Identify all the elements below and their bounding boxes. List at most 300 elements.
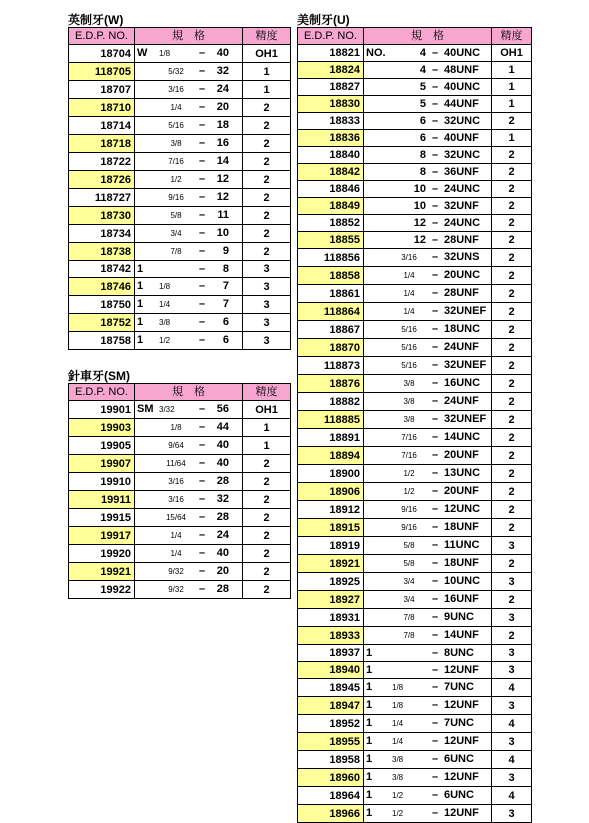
grade-value: 2 [492, 267, 532, 285]
spec-size: 1/4 [159, 300, 171, 309]
spec-pitch: 16UNC [444, 377, 481, 389]
grade-value: 2 [243, 243, 291, 261]
edp-number: 18758 [69, 332, 135, 350]
spec-size: 3/16 [168, 85, 184, 94]
spec-dash: – [431, 287, 439, 299]
spec-dash: – [431, 431, 439, 443]
grade-value: 2 [243, 117, 291, 135]
spec-dash: – [198, 439, 206, 451]
grade-value: 1 [492, 62, 532, 79]
edp-number: 18836 [298, 130, 364, 147]
spec-pitch: 18 [216, 119, 229, 131]
edp-number: 118856 [298, 249, 364, 267]
spec-prefix: 1 [366, 647, 373, 659]
grade-value: 4 [492, 787, 532, 805]
spec-size: 6 [419, 115, 426, 127]
spec-size: 1/2 [392, 809, 404, 818]
edp-number: 18707 [69, 81, 135, 99]
spec-size: 5/16 [401, 325, 417, 334]
spec-size: 5 [419, 98, 426, 110]
spec-cell [135, 401, 243, 419]
grade-value: 1 [243, 419, 291, 437]
spec-dash: – [431, 593, 439, 605]
spec-dash: – [431, 200, 439, 212]
table-row [69, 153, 291, 171]
edp-number: 18937 [298, 645, 364, 662]
spec-cell [135, 225, 243, 243]
spec-size: 1/4 [392, 719, 404, 728]
grade-value: 2 [243, 491, 291, 509]
table-row [298, 375, 532, 393]
edp-number: 19920 [69, 545, 135, 563]
edp-number: 18714 [69, 117, 135, 135]
spec-cell [135, 419, 243, 437]
spec-pitch: 13UNC [444, 467, 481, 479]
edp-number: 18710 [69, 99, 135, 117]
spec-size: 11/64 [166, 459, 186, 468]
spec-size: 1/8 [159, 49, 171, 58]
grade-value: 3 [492, 769, 532, 787]
table-row [298, 232, 532, 249]
edp-number: 18894 [298, 447, 364, 465]
grade-value: 2 [492, 321, 532, 339]
spec-size: 9/32 [168, 585, 184, 594]
table-row [298, 662, 532, 679]
spec-dash: – [431, 789, 439, 801]
spec-cell [364, 769, 492, 787]
table-row [298, 130, 532, 147]
section-u [297, 13, 532, 823]
spec-pitch: 12 [216, 191, 229, 203]
edp-number: 18852 [298, 215, 364, 232]
grade-value: 4 [492, 715, 532, 733]
spec-cell [364, 429, 492, 447]
header-row [69, 384, 291, 401]
spec-size: 5/16 [401, 361, 417, 370]
spec-cell [364, 411, 492, 429]
edp-number: 18940 [298, 662, 364, 679]
spec-cell [135, 207, 243, 225]
table-row [298, 591, 532, 609]
spec-cell [135, 437, 243, 455]
grade-value: 2 [492, 375, 532, 393]
spec-pitch: 9UNC [444, 611, 474, 623]
grade-value: 2 [492, 249, 532, 267]
edp-number: 18912 [298, 501, 364, 519]
edp-number: 18849 [298, 198, 364, 215]
edp-number: 18960 [298, 769, 364, 787]
spec-dash: – [198, 245, 206, 257]
spec-cell [135, 509, 243, 527]
spec-dash: – [198, 334, 206, 346]
spec-size: 3/8 [159, 318, 171, 327]
spec-pitch: 7 [222, 280, 229, 292]
spec-dash: – [431, 98, 439, 110]
spec-pitch: 6UNC [444, 789, 474, 801]
spec-cell [364, 164, 492, 181]
spec-pitch: 20 [216, 101, 229, 113]
spec-cell [135, 332, 243, 350]
edp-number: 18900 [298, 465, 364, 483]
spec-pitch: 28 [216, 511, 229, 523]
spec-size: 1/4 [170, 549, 182, 558]
spec-dash: – [431, 807, 439, 819]
grade-value: 2 [492, 357, 532, 375]
grade-value: 3 [492, 645, 532, 662]
spec-pitch: 32 [216, 493, 229, 505]
grade-value: 2 [243, 153, 291, 171]
spec-size: 3/8 [403, 379, 415, 388]
spec-cell [364, 113, 492, 130]
spec-dash: – [431, 132, 439, 144]
table-row [69, 63, 291, 81]
spec-size: 9/16 [401, 505, 417, 514]
table-row [298, 537, 532, 555]
spec-pitch: 12UNF [444, 771, 479, 783]
spec-size: 7/8 [403, 613, 415, 622]
spec-cell [364, 62, 492, 79]
spec-size: 5/16 [168, 121, 184, 130]
edp-number: 18742 [69, 261, 135, 278]
spec-size: 8 [419, 166, 426, 178]
spec-pitch: 28UNF [444, 287, 479, 299]
edp-number: 18704 [69, 45, 135, 63]
spec-cell [135, 261, 243, 278]
grade-value: 2 [492, 465, 532, 483]
edp-number: 19910 [69, 473, 135, 491]
grade-value: 3 [243, 314, 291, 332]
grade-value: 3 [492, 733, 532, 751]
table-row [298, 357, 532, 375]
spec-size: 9/16 [401, 523, 417, 532]
spec-dash: – [198, 493, 206, 505]
spec-size: 7/16 [401, 433, 417, 442]
grade-value: 2 [243, 563, 291, 581]
spec-pitch: 32UNEF [444, 305, 487, 317]
edp-number: 18882 [298, 393, 364, 411]
table-row [69, 581, 291, 599]
edp-number: 18718 [69, 135, 135, 153]
spec-cell [364, 249, 492, 267]
spec-cell [135, 135, 243, 153]
spec-cell [364, 751, 492, 769]
table-row [298, 573, 532, 591]
spec-dash: – [198, 191, 206, 203]
spec-dash: – [431, 735, 439, 747]
spec-pitch: 28 [216, 583, 229, 595]
spec-cell [364, 787, 492, 805]
spec-pitch: 40UNC [444, 81, 481, 93]
spec-cell [364, 805, 492, 823]
spec-cell [135, 117, 243, 135]
spec-dash: – [198, 209, 206, 221]
table-row [298, 501, 532, 519]
spec-dash: – [431, 47, 439, 59]
spec-dash: – [198, 137, 206, 149]
spec-size: 5/8 [170, 211, 182, 220]
spec-pitch: 20 [216, 565, 229, 577]
table-row [298, 447, 532, 465]
spec-prefix: 1 [366, 771, 373, 783]
table-row [69, 332, 291, 350]
spec-cell [364, 679, 492, 697]
grade-value: 2 [492, 198, 532, 215]
spec-dash: – [431, 753, 439, 765]
spec-cell [364, 519, 492, 537]
spec-size: 3/8 [170, 139, 182, 148]
table-row [298, 429, 532, 447]
spec-dash: – [431, 699, 439, 711]
spec-pitch: 6UNC [444, 753, 474, 765]
spec-cell [364, 130, 492, 147]
grade-value: 2 [492, 429, 532, 447]
table-row [69, 171, 291, 189]
spec-cell [364, 662, 492, 679]
table-row [298, 285, 532, 303]
spec-pitch: 6 [222, 316, 229, 328]
spec-dash: – [431, 557, 439, 569]
grade-value: 1 [243, 437, 291, 455]
spec-size: 1/8 [392, 683, 404, 692]
header-grade: 精度 [492, 28, 532, 45]
table-row [298, 787, 532, 805]
spec-dash: – [198, 101, 206, 113]
spec-cell [364, 555, 492, 573]
grade-value: 4 [492, 679, 532, 697]
spec-cell [364, 627, 492, 645]
spec-cell [135, 81, 243, 99]
spec-cell [364, 501, 492, 519]
grade-value: 2 [492, 627, 532, 645]
spec-pitch: 9 [222, 245, 229, 257]
spec-cell [364, 537, 492, 555]
spec-table-u [297, 27, 532, 823]
spec-cell [364, 303, 492, 321]
spec-size: 6 [419, 132, 426, 144]
spec-pitch: 16 [216, 137, 229, 149]
spec-dash: – [431, 395, 439, 407]
spec-pitch: 36UNF [444, 166, 479, 178]
grade-value: 2 [492, 447, 532, 465]
table-row [69, 207, 291, 225]
edp-number: 118727 [69, 189, 135, 207]
spec-cell [135, 581, 243, 599]
spec-cell [135, 153, 243, 171]
table-row [298, 181, 532, 198]
edp-number: 18833 [298, 113, 364, 130]
table-row [298, 164, 532, 181]
table-row [69, 81, 291, 99]
grade-value: 3 [243, 332, 291, 350]
spec-cell [364, 79, 492, 96]
table-row [69, 509, 291, 527]
spec-dash: – [198, 421, 206, 433]
spec-size: 7/16 [168, 157, 184, 166]
spec-dash: – [431, 359, 439, 371]
spec-pitch: 14UNC [444, 431, 481, 443]
spec-pitch: 8 [222, 263, 229, 275]
spec-size: 1/2 [170, 175, 182, 184]
table-row [298, 62, 532, 79]
grade-value: 2 [492, 285, 532, 303]
spec-pitch: 24UNC [444, 217, 481, 229]
edp-number: 18966 [298, 805, 364, 823]
spec-dash: – [198, 475, 206, 487]
edp-number: 19915 [69, 509, 135, 527]
edp-number: 18726 [69, 171, 135, 189]
spec-dash: – [198, 227, 206, 239]
spec-size: 5/8 [403, 541, 415, 550]
edp-number: 18861 [298, 285, 364, 303]
spec-pitch: 24UNF [444, 341, 479, 353]
edp-number: 18876 [298, 375, 364, 393]
grade-value: 2 [243, 207, 291, 225]
table-row [298, 215, 532, 232]
spec-pitch: 24UNC [444, 183, 481, 195]
grade-value: 3 [492, 573, 532, 591]
spec-cell [364, 609, 492, 627]
spec-size: 10 [413, 183, 426, 195]
spec-size: 3/4 [403, 595, 415, 604]
table-row [298, 751, 532, 769]
spec-dash: – [431, 149, 439, 161]
edp-number: 18933 [298, 627, 364, 645]
spec-prefix: 1 [137, 263, 144, 275]
spec-dash: – [431, 717, 439, 729]
spec-size: 3/8 [392, 773, 404, 782]
header-spec: 規 格 [135, 384, 243, 401]
grade-value: OH1 [492, 45, 532, 62]
table-row [298, 715, 532, 733]
spec-size: 3/8 [403, 397, 415, 406]
section-title: 針車牙(SM) [68, 369, 130, 383]
spec-pitch: 32UNC [444, 115, 481, 127]
spec-pitch: 32UNEF [444, 413, 487, 425]
spec-dash: – [431, 539, 439, 551]
header-spec: 規 格 [135, 28, 243, 45]
spec-dash: – [198, 529, 206, 541]
spec-pitch: 28UNF [444, 234, 479, 246]
spec-pitch: 32UNS [444, 251, 480, 263]
spec-size: 5/32 [168, 67, 184, 76]
header-edp: E.D.P. NO. [298, 28, 364, 45]
table-row [298, 733, 532, 751]
spec-dash: – [431, 81, 439, 93]
spec-prefix: 1 [366, 664, 373, 676]
spec-prefix: W [137, 47, 148, 59]
grade-value: 2 [492, 339, 532, 357]
spec-dash: – [431, 269, 439, 281]
spec-size: 10 [413, 200, 426, 212]
spec-cell [364, 96, 492, 113]
grade-value: 2 [492, 411, 532, 429]
spec-size: 1/4 [403, 307, 415, 316]
grade-value: 3 [492, 537, 532, 555]
spec-pitch: 32 [216, 65, 229, 77]
spec-size: 1/2 [403, 487, 415, 496]
spec-cell [364, 447, 492, 465]
spec-cell [135, 563, 243, 581]
grade-value: 2 [492, 483, 532, 501]
grade-value: 2 [492, 113, 532, 130]
spec-prefix: 1 [366, 735, 373, 747]
grade-value: 2 [492, 555, 532, 573]
spec-size: 7/8 [170, 247, 182, 256]
edp-number: 19903 [69, 419, 135, 437]
spec-cell [135, 278, 243, 296]
table-row [69, 243, 291, 261]
spec-cell [135, 189, 243, 207]
edp-number: 18830 [298, 96, 364, 113]
edp-number: 18752 [69, 314, 135, 332]
spec-pitch: 7UNC [444, 681, 474, 693]
header-row [69, 28, 291, 45]
edp-number: 18827 [298, 79, 364, 96]
spec-dash: – [198, 298, 206, 310]
table-row [69, 225, 291, 243]
table-row [69, 473, 291, 491]
spec-pitch: 20UNF [444, 449, 479, 461]
grade-value: 1 [492, 96, 532, 113]
spec-cell [364, 147, 492, 164]
spec-cell [135, 296, 243, 314]
spec-cell [364, 697, 492, 715]
spec-cell [135, 314, 243, 332]
section-w [68, 13, 291, 350]
spec-size: 9/64 [168, 441, 184, 450]
table-row [298, 147, 532, 164]
table-row [69, 491, 291, 509]
spec-size: 12 [413, 217, 426, 229]
grade-value: 3 [492, 609, 532, 627]
edp-number: 19917 [69, 527, 135, 545]
spec-table-w [68, 27, 291, 350]
edp-number: 18840 [298, 147, 364, 164]
spec-dash: – [431, 575, 439, 587]
spec-dash: – [198, 583, 206, 595]
edp-number: 19911 [69, 491, 135, 509]
spec-pitch: 12UNF [444, 807, 479, 819]
spec-pitch: 11 [217, 209, 229, 221]
spec-pitch: 56 [216, 403, 229, 415]
spec-size: 3/8 [392, 755, 404, 764]
spec-dash: – [431, 217, 439, 229]
spec-size: 3/16 [168, 495, 184, 504]
spec-prefix: NO. [366, 47, 386, 59]
table-row [69, 437, 291, 455]
spec-dash: – [198, 511, 206, 523]
table-row [298, 393, 532, 411]
spec-dash: – [198, 173, 206, 185]
spec-cell [135, 491, 243, 509]
spec-prefix: 1 [137, 280, 144, 292]
spec-pitch: 18UNC [444, 323, 481, 335]
spec-size: 4 [419, 64, 426, 76]
spec-pitch: 40UNF [444, 132, 479, 144]
spec-dash: – [431, 377, 439, 389]
spec-cell [364, 321, 492, 339]
spec-cell [364, 45, 492, 62]
grade-value: 2 [492, 501, 532, 519]
grade-value: 1 [243, 63, 291, 81]
table-row [69, 135, 291, 153]
spec-pitch: 16UNF [444, 593, 479, 605]
spec-dash: – [431, 664, 439, 676]
spec-prefix: 1 [366, 789, 373, 801]
table-row [298, 465, 532, 483]
edp-number: 19922 [69, 581, 135, 599]
spec-cell [364, 198, 492, 215]
